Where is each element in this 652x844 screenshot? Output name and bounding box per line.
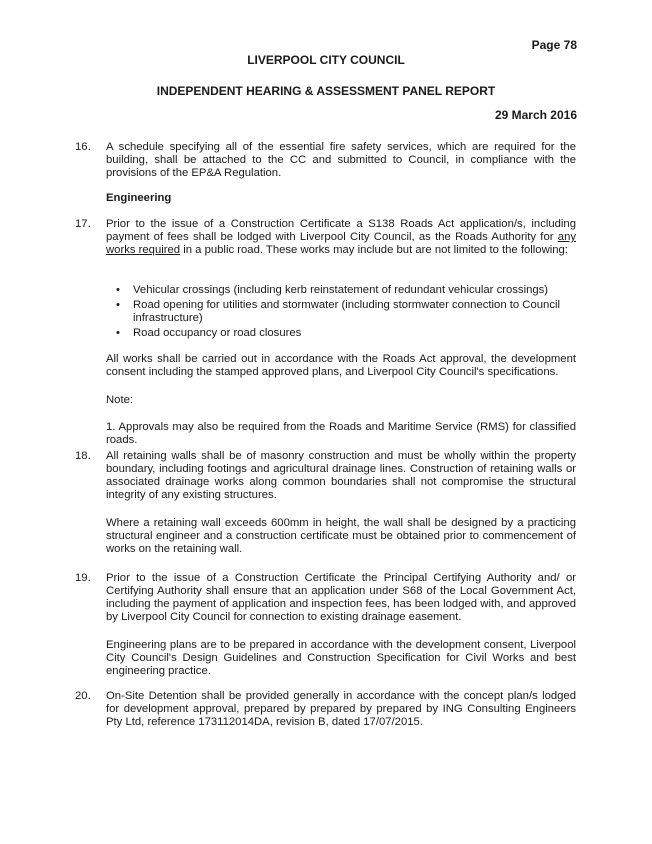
engineering-heading: Engineering (106, 192, 172, 204)
condition-20-text: On-Site Detention shall be provided generally in accordance with the concept plan/s lodged for development approval, prepared by prepared by prepared by ING Consulting Engineers Pty Ltd, reference 173112014DA, revision B, dated 17/07/2015. (106, 690, 576, 728)
condition-16-number: 16. (75, 141, 91, 153)
condition-17-text (106, 218, 576, 257)
condition-17-note-label: Note: (106, 394, 134, 406)
condition-16-text: A schedule specifying all of the essential fire safety services, which are required for the building, shall be attached to the CC and submitted to Council, in compliance with the provisions of the EP&A Regulation. (106, 141, 576, 179)
list-item-text: Vehicular crossings (including kerb reinstatement of redundant vehicular crossings) (133, 284, 549, 296)
list-item (114, 284, 576, 297)
bullet-icon: • (116, 299, 120, 311)
list-item (114, 299, 576, 325)
condition-19-number: 19. (75, 572, 91, 584)
condition-18-number: 18. (75, 450, 91, 462)
condition-17-note-1: 1. Approvals may also be required from the Roads and Maritime Service (RMS) for classified roads. (106, 421, 576, 446)
condition-18-text: All retaining walls shall be of masonry construction and must be wholly within the property boundary, including footings and agricultural drainage lines. Construction of retaining walls or associated drainage works along common boundaries shall not compromise the structural integrity of any existing structures. (106, 450, 576, 501)
condition-17-text-part2: in a public road. These works may include but are not limited to the following: (180, 244, 568, 256)
bullet-icon: • (116, 327, 120, 339)
condition-20-number: 20. (75, 690, 91, 702)
organisation-name: LIVERPOOL CITY COUNCIL (247, 53, 405, 67)
condition-19-paragraph-2: Engineering plans are to be prepared in accordance with the development consent, Liverpool City Council's Design Guidelines and Construction Specification for Civil Works and best engineering practice. (106, 639, 576, 677)
condition-17-text-part1: Prior to the issue of a Construction Certificate a S138 Roads Act application/s, including payment of fees shall be lodged with Liverpool City Council, as the Roads Authority for (106, 218, 576, 243)
condition-17-underlined-text: any works required (106, 231, 576, 256)
report-date: 29 March 2016 (494, 108, 577, 122)
bullet-icon: • (116, 284, 120, 296)
list-item-text: Road opening for utilities and stormwater (including stormwater connection to Council infrastructure) (133, 299, 560, 324)
condition-17-bullet-list (114, 284, 576, 342)
condition-17-paragraph-2: All works shall be carried out in accordance with the Roads Act approval, the development consent including the stamped approved plans, and Liverpool City Council's specifications. (106, 353, 576, 378)
list-item-text: Road occupancy or road closures (133, 327, 302, 339)
list-item (114, 327, 576, 340)
report-title: INDEPENDENT HEARING & ASSESSMENT PANEL REPORT (156, 84, 496, 98)
condition-19-text: Prior to the issue of a Construction Certificate the Principal Certifying Authority and/ or Certifying Authority shall ensure that an application under S68 of the Local Government Act, including the payment of application and inspection fees, has been lodged with, and approved by Liverpool City Council for connection to existing drainage easement. (106, 572, 576, 623)
condition-17-number: 17. (75, 218, 91, 230)
condition-18-paragraph-2: Where a retaining wall exceeds 600mm in height, the wall shall be designed by a practicing structural engineer and a construction certificate must be obtained prior to commencement of works on the retaining wall. (106, 517, 576, 555)
page-number: Page 78 (531, 38, 577, 52)
